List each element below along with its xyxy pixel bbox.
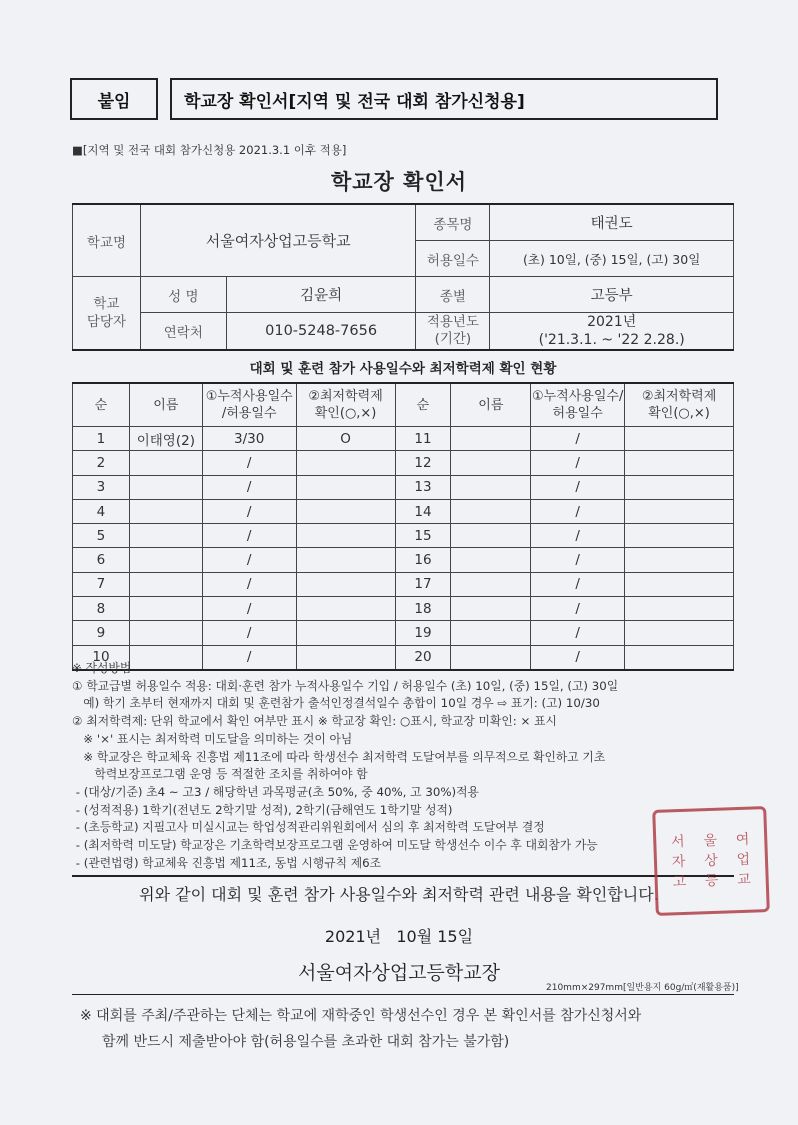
cell-name2	[451, 524, 531, 548]
cell-check	[296, 572, 395, 596]
col-check-2-line1: ②최저학력제	[641, 389, 717, 404]
principal-name: 서울여자상업고등학교장	[298, 962, 500, 984]
instructions	[72, 660, 752, 872]
year-value	[490, 313, 734, 351]
doc-title: 학교장 확인서	[330, 170, 468, 194]
info-table	[72, 203, 734, 351]
status-heading: 대회 및 훈련 참가 사용일수와 최저학력제 확인 현황	[249, 361, 557, 377]
cell-check2	[625, 475, 734, 499]
cell-days2: /	[531, 548, 625, 572]
form-title: 학교장 확인서[지역 및 전국 대회 참가신청용]	[184, 91, 525, 112]
sport-label: 종목명	[416, 204, 490, 241]
cell-check	[296, 524, 395, 548]
manager-label-line1: 학교	[93, 296, 120, 312]
cell-no2: 16	[395, 548, 451, 572]
cell-check	[296, 548, 395, 572]
note-line: ② 최저학력제: 단위 학교에서 확인 여부만 표시 ※ 학교장 확인: ○표시, 학교장 미확인: × 표시	[72, 714, 557, 729]
cell-name2	[451, 499, 531, 523]
cell-name2	[451, 597, 531, 621]
col-check-line2: 확인(○,×)	[314, 406, 377, 421]
note-line: ① 학교급별 허용일수 적용: 대회·훈련 참가 누적사용일수 기입 / 허용일수 (초) 10일, (중) 15일, (고) 30일	[72, 678, 619, 693]
table-row	[73, 572, 734, 596]
table-row	[73, 548, 734, 572]
cell-no: 9	[73, 621, 130, 645]
cell-check	[296, 451, 395, 475]
year-label-line1: 적용년도	[426, 314, 479, 330]
divider-2	[72, 994, 734, 995]
confirm-statement: 위와 같이 대회 및 훈련 참가 사용일수와 최저학력 관련 내용을 확인합니다.	[139, 885, 659, 904]
col-name-2: 이름	[451, 383, 531, 427]
col-days-line1: ①누적사용일수	[205, 389, 293, 404]
col-check-2-line2: 확인(○,×)	[648, 406, 710, 421]
cell-days2: /	[531, 451, 625, 475]
cell-name2	[451, 548, 531, 572]
confirm-date: 2021년 10월 15일	[324, 927, 474, 946]
col-days-2	[531, 383, 625, 427]
table-row	[73, 524, 734, 548]
cell-days: /	[202, 548, 296, 572]
sub-note: ■[지역 및 전국 대회 참가신청용 2021.3.1 이후 적용]	[72, 143, 347, 157]
table-row	[73, 451, 734, 475]
cell-name	[129, 475, 202, 499]
cell-no2: 15	[395, 524, 451, 548]
cell-no2: 20	[395, 645, 451, 670]
year-value-year: 2021년	[587, 314, 637, 330]
cell-check2	[625, 524, 734, 548]
cell-no: 3	[73, 475, 130, 499]
cell-name	[129, 499, 202, 523]
cell-no2: 13	[395, 475, 451, 499]
cell-name	[129, 621, 202, 645]
footer-line-2: 함께 반드시 제출받아야 함(허용일수를 초과한 대회 참가는 불가함)	[102, 1034, 510, 1050]
cell-name2	[451, 475, 531, 499]
cell-days2: /	[531, 427, 625, 451]
note-line: 예) 학기 초부터 현재까지 대회 및 훈련참가 출석인정결석일수 총합이 10일 경우 ⇨ 표기: (고) 10/30	[72, 696, 600, 711]
cell-no: 5	[73, 524, 130, 548]
table-row	[73, 499, 734, 523]
divider	[72, 875, 734, 877]
cell-days2: /	[531, 475, 625, 499]
cell-no: 10	[73, 645, 130, 670]
cell-check2	[625, 572, 734, 596]
cell-name2	[451, 621, 531, 645]
cell-check	[296, 475, 395, 499]
cell-days: /	[202, 572, 296, 596]
paper-spec: 210mm×297mm[일반용지 60g/㎡(재활용품)]	[546, 983, 739, 993]
school-name: 서울여자상업고등학교	[140, 204, 416, 277]
cell-days: 3/30	[202, 427, 296, 451]
col-check	[296, 383, 395, 427]
note-line: ※ 작성방법	[72, 661, 132, 675]
cell-no: 7	[73, 572, 130, 596]
note-line: ※ 학교장은 학교체육 진흥법 제11조에 따라 학생선수 최저학력 도달여부를 의무적으로 확인하고 기초	[72, 749, 606, 764]
official-seal: 서 울 여 자 상 업 고 등 교	[652, 806, 770, 916]
cell-no2: 14	[395, 499, 451, 523]
cell-check	[296, 621, 395, 645]
cell-no2: 18	[395, 597, 451, 621]
status-table	[72, 382, 734, 671]
cell-no: 4	[73, 499, 130, 523]
cell-name	[129, 524, 202, 548]
col-check-2	[625, 383, 734, 427]
cell-days2: /	[531, 645, 625, 670]
allowed-value: (초) 10일, (중) 15일, (고) 30일	[490, 241, 734, 277]
note-line: - (초등학교) 지필고사 미실시교는 학업성적관리위원회에서 심의 후 최저학력 도달여부 결정	[72, 820, 545, 835]
cell-no2: 12	[395, 451, 451, 475]
name-label: 성 명	[140, 277, 226, 313]
contact-label: 연락처	[140, 313, 226, 351]
attach-label: 붙임	[97, 91, 131, 112]
cell-name	[129, 572, 202, 596]
cell-name	[129, 548, 202, 572]
table-row	[73, 475, 734, 499]
cell-no: 2	[73, 451, 130, 475]
note-line: ※ '×' 표시는 최저학력 미도달을 의미하는 것이 아님	[72, 731, 353, 746]
form-title-box	[170, 78, 718, 120]
col-days	[202, 383, 296, 427]
cell-days: /	[202, 621, 296, 645]
sport-value: 태권도	[490, 204, 734, 241]
note-line: - (관련법령) 학교체육 진흥법 제11조, 동법 시행규칙 제6조	[72, 855, 382, 870]
cell-check	[296, 597, 395, 621]
cell-name	[129, 597, 202, 621]
year-label-line2: (기간)	[434, 331, 472, 347]
manager-name: 김윤희	[226, 277, 416, 313]
cell-days2: /	[531, 524, 625, 548]
cell-days: /	[202, 499, 296, 523]
cell-check2	[625, 548, 734, 572]
year-label	[416, 313, 490, 351]
col-no-2: 순	[395, 383, 451, 427]
cell-no: 8	[73, 597, 130, 621]
cell-no: 6	[73, 548, 130, 572]
manager-label-line2: 담당자	[86, 314, 126, 330]
division-value: 고등부	[490, 277, 734, 313]
cell-days: /	[202, 475, 296, 499]
allowed-label: 허용일수	[416, 241, 490, 277]
note-line: - (대상/기준) 초4 ~ 고3 / 해당학년 과목평균(초 50%, 중 40%, 고 30%)적용	[72, 784, 479, 799]
cell-no2: 19	[395, 621, 451, 645]
cell-check	[296, 499, 395, 523]
col-no: 순	[73, 383, 130, 427]
col-name: 이름	[129, 383, 202, 427]
cell-name2	[451, 451, 531, 475]
cell-days2: /	[531, 621, 625, 645]
cell-check2	[625, 427, 734, 451]
cell-days: /	[202, 524, 296, 548]
cell-name	[129, 451, 202, 475]
manager-label	[73, 277, 141, 351]
col-check-line1: ②최저학력제	[308, 389, 383, 404]
cell-no2: 11	[395, 427, 451, 451]
year-value-period: ('21.3.1. ~ '22 2.28.)	[538, 332, 685, 348]
cell-no: 1	[73, 427, 130, 451]
cell-name: 이태영(2)	[129, 427, 202, 451]
cell-no2: 17	[395, 572, 451, 596]
school-label: 학교명	[73, 204, 141, 277]
col-days-line2: /허용일수	[221, 406, 277, 421]
cell-name2	[451, 427, 531, 451]
cell-check: O	[296, 427, 395, 451]
cell-days: /	[202, 451, 296, 475]
cell-days2: /	[531, 499, 625, 523]
division-label: 종별	[416, 277, 490, 313]
col-days-2-line2: 허용일수	[552, 406, 603, 421]
note-line: - (최저학력 미도달) 학교장은 기초학력보장프로그램 운영하여 미도달 학생선수 이수 후 대회참가 가능	[72, 838, 598, 853]
cell-check2	[625, 597, 734, 621]
table-row	[73, 427, 734, 451]
cell-days2: /	[531, 597, 625, 621]
note-line: 학력보장프로그램 운영 등 적절한 조치를 취하여야 함	[72, 767, 368, 782]
col-days-2-line1: ①누적사용일수/	[531, 389, 624, 404]
cell-check2	[625, 451, 734, 475]
cell-name2	[451, 572, 531, 596]
cell-days2: /	[531, 572, 625, 596]
cell-days: /	[202, 597, 296, 621]
note-line: - (성적적용) 1학기(전년도 2학기말 성적), 2학기(금해연도 1학기말 성적)	[72, 802, 453, 817]
table-row	[73, 597, 734, 621]
cell-days: /	[202, 645, 296, 670]
footer-line-1: ※ 대회를 주최/주관하는 단체는 학교에 재학중인 학생선수인 경우 본 확인서를 참가신청서와	[80, 1008, 642, 1024]
attach-label-box	[70, 78, 158, 120]
cell-check2	[625, 499, 734, 523]
contact-value: 010-5248-7656	[226, 313, 416, 351]
cell-check2	[625, 621, 734, 645]
table-row	[73, 621, 734, 645]
